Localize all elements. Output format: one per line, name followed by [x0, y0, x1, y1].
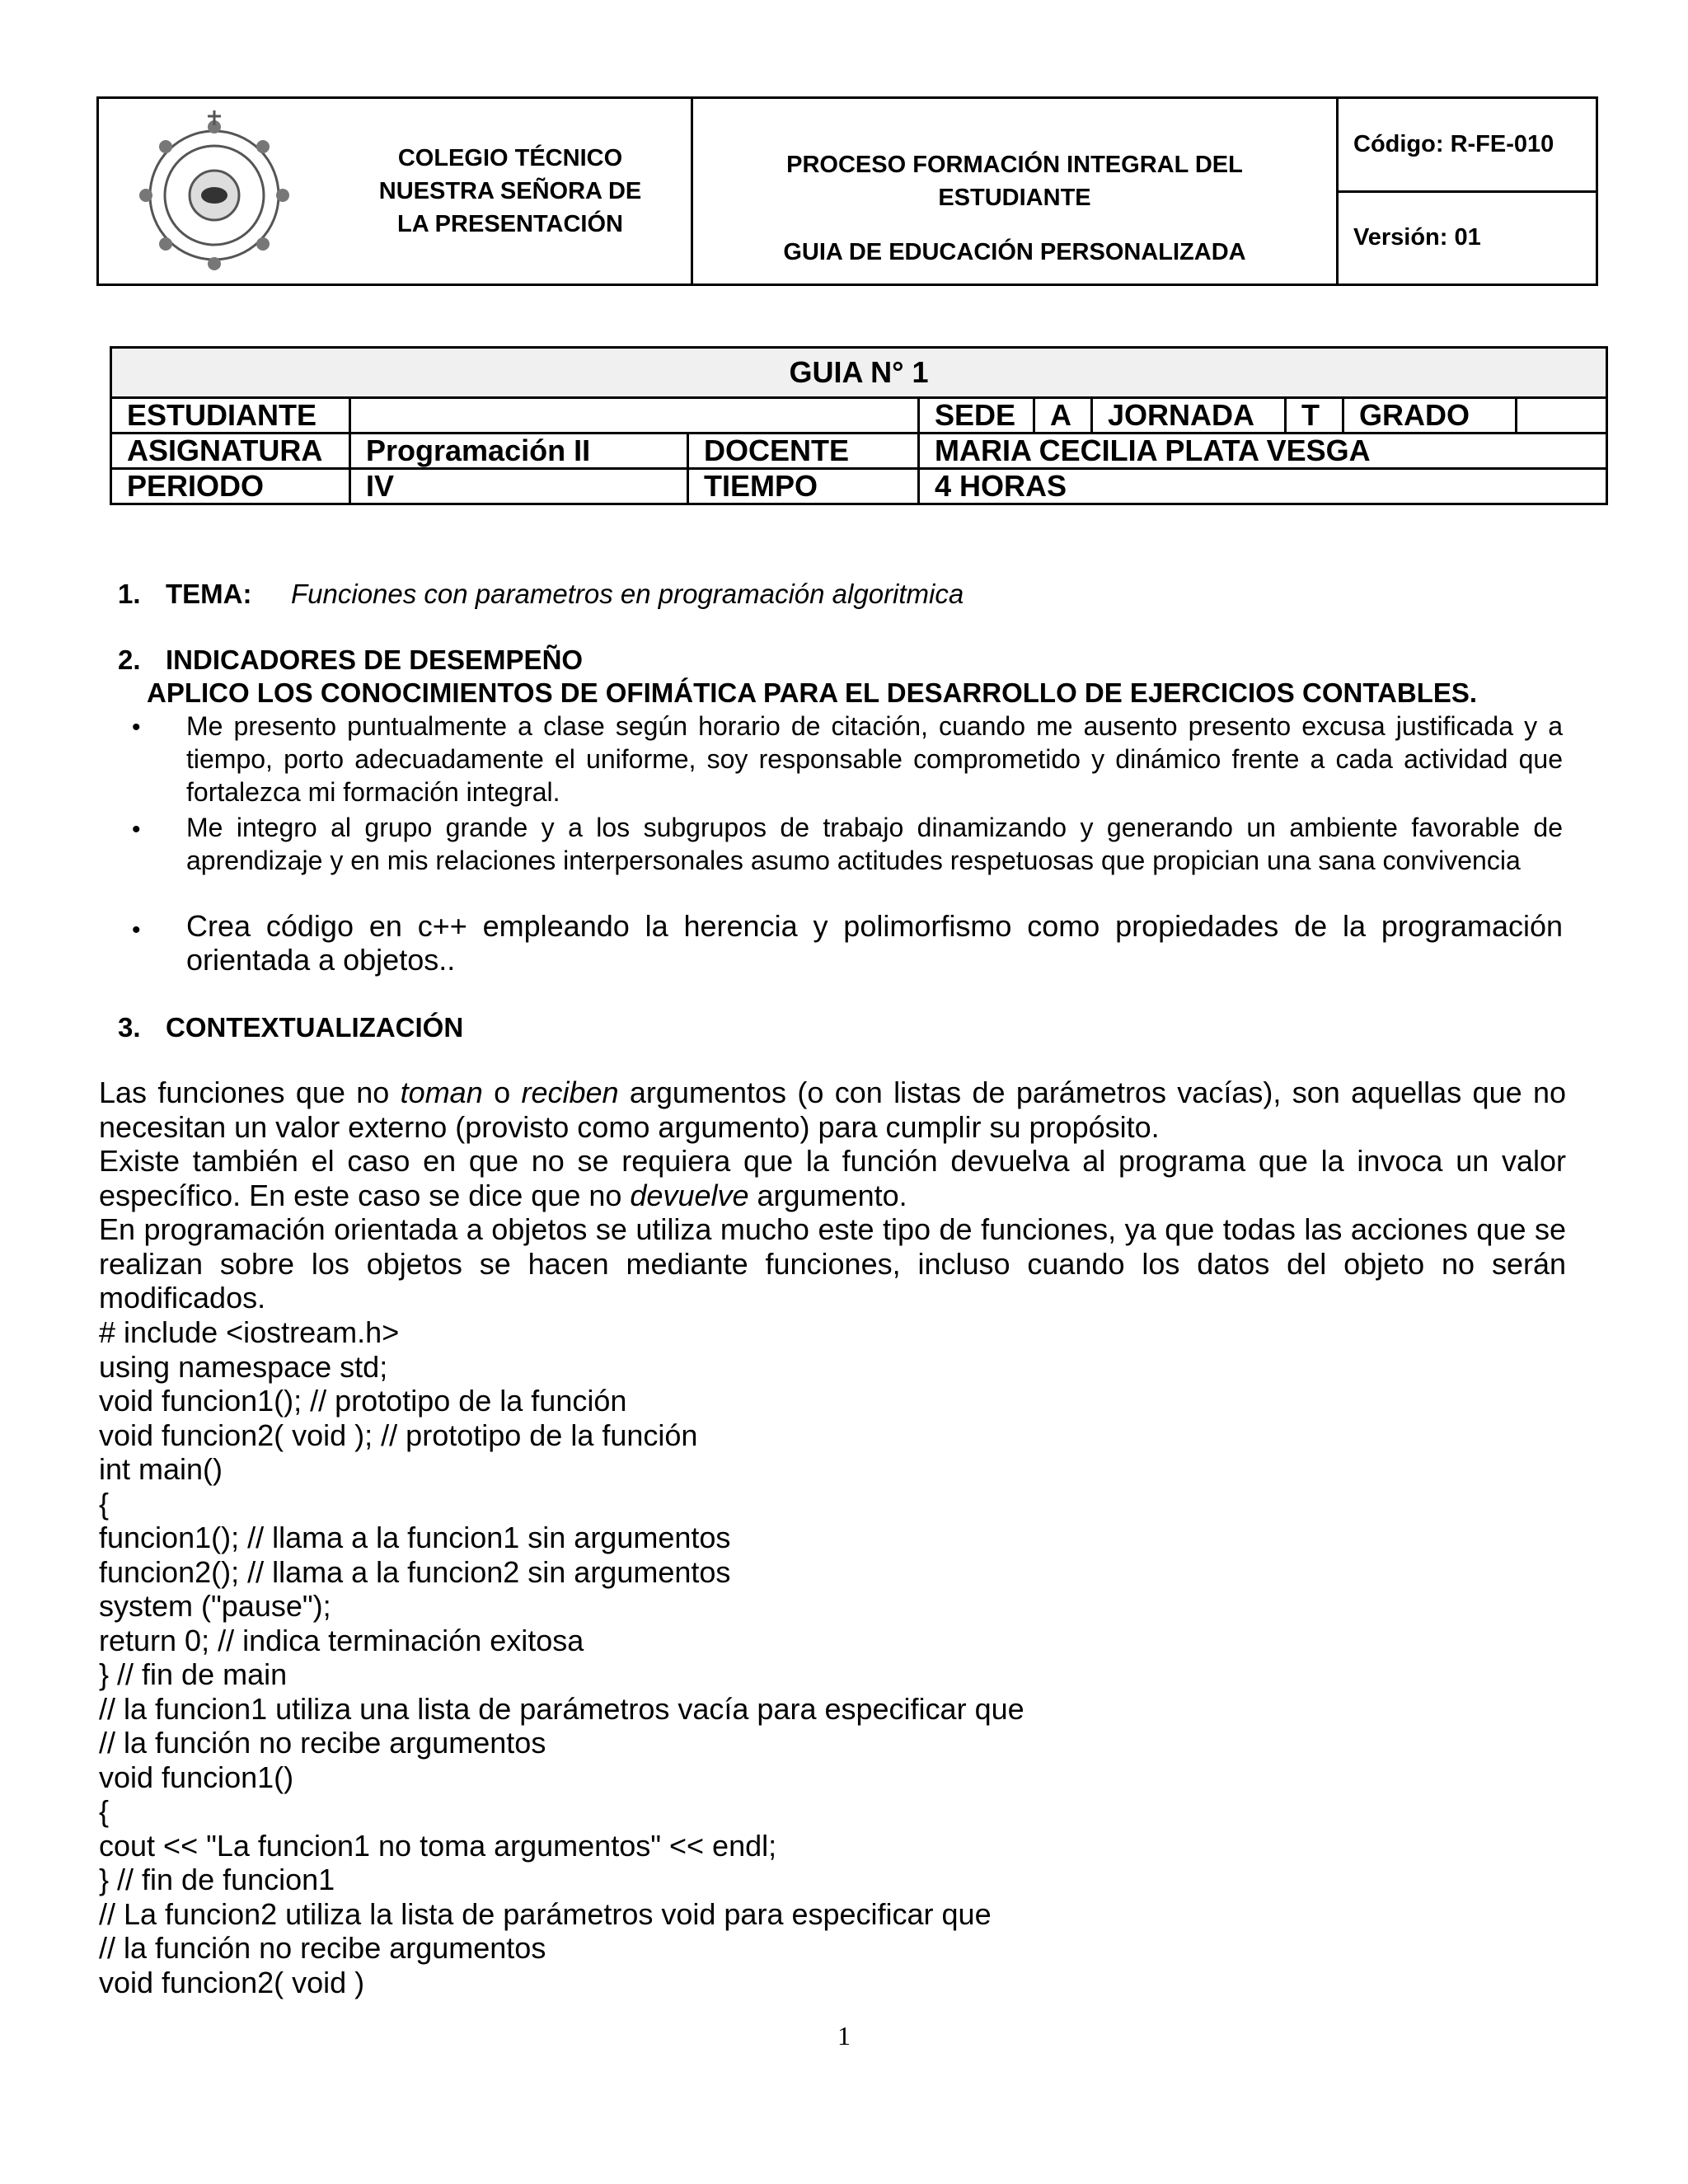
contexto-paragraph-2: Existe también el caso en que no se requiera que la función devuelva al programa que la invoca un valor específico. En este caso se dice que no devuelve argumento.	[99, 1144, 1566, 1212]
code-line: # include <iostream.h>	[99, 1315, 400, 1349]
jornada-value: T	[1286, 398, 1343, 434]
code-line: void funcion1(); // prototipo de la función	[99, 1384, 627, 1418]
code-line: return 0; // indica terminación exitosa	[99, 1623, 584, 1657]
code-line: // La funcion2 utiliza la lista de parámetros void para especificar que	[99, 1896, 992, 1931]
tema-value: Funciones con parametros en programación algoritmica	[291, 579, 964, 609]
periodo-value: IV	[350, 469, 688, 504]
code-line: void funcion2( void )	[99, 1965, 365, 1999]
indicator-bullet: Crea código en c++ empleando la herencia y polimorfismo como propiedades de la programación orientada a objetos..	[186, 909, 1563, 977]
process-line: ESTUDIANTE	[938, 185, 1091, 211]
code-line: // la función no recibe argumentos	[99, 1726, 546, 1760]
guide-number: GUIA N° 1	[111, 348, 1607, 398]
code-line: funcion2(); // llama a la funcion2 sin argumentos	[99, 1554, 731, 1589]
school-name-line: NUESTRA SEÑORA DE	[378, 178, 642, 204]
indicator-bullet: Me presento puntualmente a clase según horario de citación, cuando me ausento presento excusa justificada y a tiempo, porto adecuadamente el uniforme, soy responsable comprometido y dinámico frente a cada actividad que fortalezca mi formación integral.	[186, 711, 1563, 807]
indicadores-title: INDICADORES DE DESEMPEÑO	[166, 644, 584, 675]
grado-label: GRADO	[1343, 398, 1517, 434]
section-indicadores: 2. INDICADORES DE DESEMPEÑO	[118, 644, 584, 675]
school-seal-icon	[132, 109, 297, 274]
code-line: } // fin de funcion1	[99, 1863, 335, 1896]
code-line: system ("pause");	[99, 1589, 331, 1623]
code-line: // la funcion1 utiliza una lista de parámetros vacía para especificar que	[99, 1691, 1025, 1726]
tiempo-label: TIEMPO	[688, 469, 919, 504]
code-line: {	[99, 1794, 110, 1828]
document-version: Versión: 01	[1353, 224, 1481, 251]
code-listing	[99, 1315, 1566, 1999]
sede-value: A	[1034, 398, 1092, 434]
estudiante-value	[350, 398, 919, 434]
grado-value	[1517, 398, 1607, 434]
section-tema: 1. TEMA:	[118, 579, 252, 609]
school-name	[330, 99, 693, 284]
indicadores-subtitle: APLICO LOS CONOCIMIENTOS DE OFIMÁTICA PARA EL DESARROLLO DE EJERCICIOS CONTABLES.	[147, 677, 1478, 708]
bullet-icon: •	[132, 714, 141, 741]
code-line: // la función no recibe argumentos	[99, 1931, 546, 1965]
process-line: PROCESO FORMACIÓN INTEGRAL DEL	[786, 152, 1243, 178]
page-number: 1	[837, 2021, 851, 2050]
code-line: } // fin de main	[99, 1657, 288, 1691]
document-header	[96, 96, 1598, 286]
contexto-paragraph-1: Las funciones que no toman o reciben argumentos (o con listas de parámetros vacías), son aquellas que no necesitan un valor externo (provisto como argumento) para cumplir su propósito.	[99, 1076, 1567, 1144]
code-line: void funcion2( void ); // prototipo de la función	[99, 1418, 698, 1452]
code-line: void funcion1()	[99, 1760, 294, 1794]
section-contextualizacion: 3. CONTEXTUALIZACIÓN	[118, 1012, 464, 1043]
document-code-box	[1339, 99, 1596, 284]
contexto-title: CONTEXTUALIZACIÓN	[166, 1012, 464, 1043]
school-name-line: LA PRESENTACIÓN	[397, 211, 623, 237]
asignatura-value: Programación II	[350, 434, 688, 469]
contexto-paragraph-3: En programación orientada a objetos se utiliza mucho este tipo de funciones, ya que todas las acciones que se realizan sobre los objetos se hacen mediante funciones, incluso cuando los datos del objeto no serán modificados.	[99, 1212, 1566, 1315]
document-code: Código: R-FE-010	[1339, 99, 1596, 193]
jornada-label: JORNADA	[1092, 398, 1286, 434]
code-line: cout << "La funcion1 no toma argumentos" << endl;	[99, 1828, 777, 1863]
bullet-icon: •	[132, 916, 141, 944]
tema-label: TEMA:	[166, 579, 252, 609]
indicator-bullet: Me integro al grupo grande y a los subgrupos de trabajo dinamizando y generando un ambiente favorable de aprendizaje y en mis relaciones interpersonales asumo actitudes respetuosas que propician una sana convivencia	[186, 813, 1563, 875]
school-logo	[99, 99, 330, 284]
code-line: int main()	[99, 1452, 223, 1486]
docente-value: MARIA CECILIA PLATA VESGA	[919, 434, 1607, 469]
periodo-label: PERIODO	[111, 469, 350, 504]
tiempo-value: 4 HORAS	[919, 469, 1607, 504]
school-name-line: COLEGIO TÉCNICO	[397, 145, 623, 171]
code-line: using namespace std;	[99, 1349, 388, 1384]
guide-info-table	[110, 346, 1608, 505]
docente-label: DOCENTE	[688, 434, 919, 469]
code-line: {	[99, 1486, 110, 1521]
code-line: funcion1(); // llama a la funcion1 sin argumentos	[99, 1521, 731, 1554]
process-title	[693, 99, 1339, 284]
estudiante-label: ESTUDIANTE	[111, 398, 350, 434]
sede-label: SEDE	[919, 398, 1034, 434]
guide-type: GUIA DE EDUCACIÓN PERSONALIZADA	[783, 239, 1246, 265]
asignatura-label: ASIGNATURA	[111, 434, 350, 469]
bullet-icon: •	[132, 816, 141, 843]
